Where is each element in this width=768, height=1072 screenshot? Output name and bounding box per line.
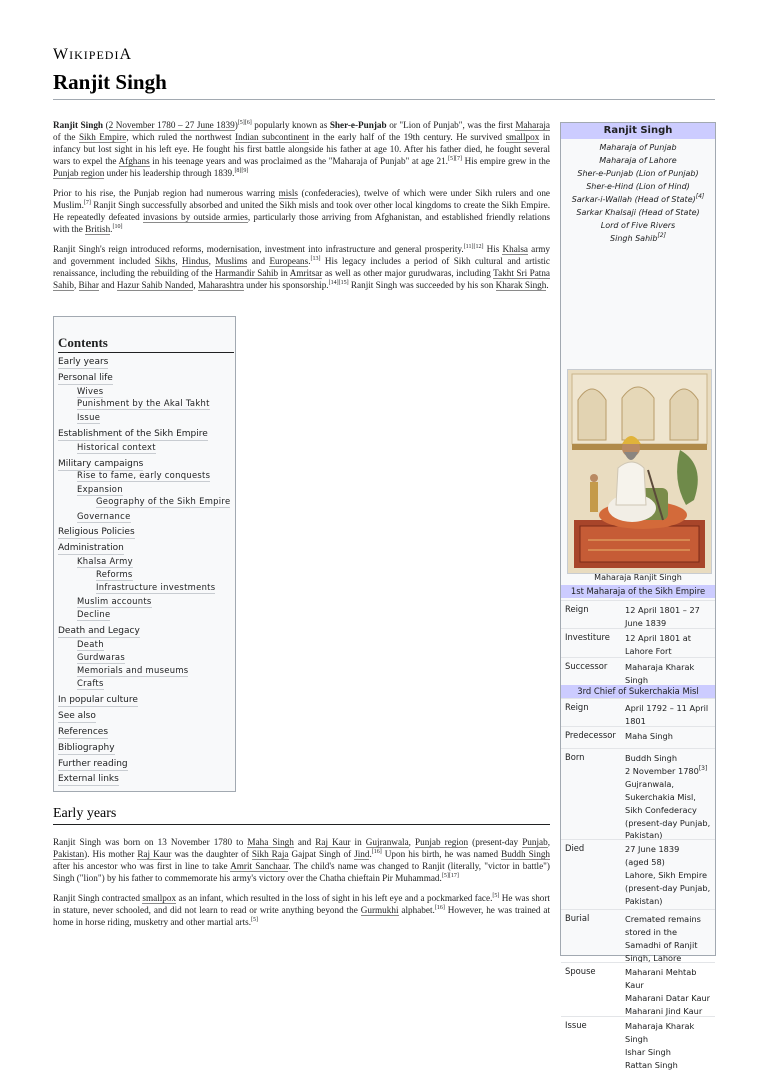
toc-item[interactable]: Personal life — [58, 373, 113, 383]
infobox-value-line: 2 November 1780[3] — [625, 764, 708, 776]
inline-link[interactable]: Maharaja — [515, 120, 550, 130]
citation[interactable]: [16] — [434, 905, 445, 911]
toc-item[interactable]: Early years — [58, 357, 109, 367]
toc-item[interactable]: Governance — [77, 511, 131, 521]
infobox-row-value — [625, 632, 713, 658]
infobox-row-label: Born — [565, 752, 585, 762]
infobox-value-line: Singh, Lahore — [625, 952, 682, 963]
toc-item[interactable]: Khalsa Army — [77, 556, 133, 566]
inline-link[interactable]: smallpox — [505, 132, 540, 142]
infobox-name-item: Sarkar-i-Wallah (Head of State)[4] — [571, 193, 705, 204]
toc-item[interactable]: Gurdwaras — [77, 652, 126, 662]
inline-link[interactable]: Kharak Singh — [495, 280, 547, 290]
table-of-contents — [53, 316, 236, 792]
inline-link[interactable]: Amrit Sanchaar — [230, 861, 289, 871]
toc-item[interactable]: Historical context — [77, 442, 156, 452]
infobox-row-value — [625, 730, 713, 743]
citation[interactable]: [5] — [492, 893, 500, 899]
infobox-value-line: Singh — [625, 674, 649, 685]
inline-link[interactable]: Maharashtra — [197, 280, 244, 290]
infobox-row-investiture — [561, 628, 715, 656]
infobox-name-item: Maharaja of Lahore — [599, 156, 677, 165]
inline-link[interactable]: Buddh Singh — [501, 849, 551, 859]
infobox-value-line: (aged 58) — [625, 856, 665, 867]
toc-item[interactable]: See also — [58, 711, 96, 721]
toc-item[interactable]: Death and Legacy — [58, 626, 140, 636]
citation[interactable]: [5][17] — [441, 873, 459, 879]
infobox-row-reign — [561, 600, 715, 628]
infobox-value-line: Lahore Fort — [625, 645, 672, 656]
wikipedia-wordmark[interactable] — [53, 46, 132, 64]
infobox-value-line: Buddh Singh — [625, 753, 678, 763]
citation[interactable]: [13] — [310, 256, 321, 262]
toc-item[interactable]: Wives — [77, 386, 104, 396]
infobox-value-line: April 1792 – 11 April — [625, 703, 709, 713]
citation[interactable]: [5] — [251, 917, 258, 923]
toc-item[interactable]: Reforms — [96, 569, 133, 579]
infobox-value-line: Lahore, Sikh Empire — [625, 869, 708, 880]
infobox-value-line: Maharani Datar Kaur — [625, 992, 711, 1003]
infobox-value-line: Ishar Singh — [625, 1046, 671, 1057]
inline-link[interactable]: British — [85, 224, 111, 234]
infobox-row-label: Predecessor — [565, 730, 616, 740]
citation[interactable]: [16] — [371, 849, 382, 855]
infobox-row-value — [625, 1020, 713, 1072]
inline-link[interactable]: Gurmukhi — [360, 905, 399, 915]
infobox-value-line: Sukerchakia Misl, — [625, 791, 696, 802]
citation[interactable]: [14][15] — [328, 280, 349, 286]
citation[interactable]: [7] — [83, 200, 91, 206]
toc-item[interactable]: References — [58, 727, 109, 737]
intro-paragraph-2: Prior to his rise, the Punjab region had numerous warring misls (confederacies), twelve of which were under Sikh rulers and one Muslim.[7] Ranjit Singh successfully absorbed and united the Sikh misls and took over other local kingdoms to create the Sikh Empire. He repeatedly defeated invasions by outside armies, particularly those arriving from Afghanistan, and established friendly relations with the British.[10] — [53, 188, 551, 234]
inline-link[interactable]: 2 November 1780 – 27 June 1839 — [108, 120, 235, 130]
infobox-row-spouse — [561, 962, 715, 1016]
inline-link[interactable]: Punjab region — [53, 168, 105, 178]
infobox-value-line: Pakistan) — [625, 895, 663, 906]
portrait-caption: Maharaja Ranjit Singh — [594, 573, 682, 582]
infobox-row-value — [625, 702, 713, 728]
inline-link[interactable]: Hindus — [182, 256, 209, 266]
toc-item[interactable]: In popular culture — [58, 695, 138, 705]
toc-item[interactable]: Infrastructure investments — [96, 582, 216, 592]
infobox-value-line: Maha Singh — [625, 731, 673, 741]
inline-link[interactable]: Khalsa — [502, 244, 528, 254]
infobox-value-line: Singh — [625, 1033, 649, 1044]
intro-paragraph-3: Ranjit Singh's reign introduced reforms, modernisation, investment into infrastructure and general prosperity.[11][12] His Khalsa army and government included Sikhs, Hindus, Muslims and Europeans.[13] His legacy includes a period of Sikh cultural and artistic renaissance, including the rebuilding of the Harmandir Sahib in Amritsar as well as other major gurudwaras, including Takht Sri Patna Sahib, Bihar and Hazur Sahib Nanded, Maharashtra under his sponsorship.[14][15] Ranjit Singh was succeeded by his son Kharak Singh. — [53, 244, 550, 290]
infobox-row-value — [625, 913, 713, 965]
title-divider — [53, 99, 715, 100]
inline-link[interactable]: Sikh Raja — [251, 849, 289, 859]
inline-link[interactable]: Sikhs — [154, 256, 176, 266]
infobox-row-label: Died — [565, 843, 585, 853]
portrait-image[interactable] — [567, 369, 712, 574]
page-title: Ranjit Singh — [53, 70, 167, 94]
section-heading-early-years: Early years — [53, 806, 117, 821]
infobox-row-label: Reign — [565, 604, 589, 614]
inline-link[interactable]: Raj Kaur — [137, 849, 172, 859]
infobox-name-item: Sher-e-Hind (Lion of Hind) — [586, 182, 690, 191]
toc-item[interactable]: Memorials and museums — [77, 665, 189, 675]
infobox-row-predecessor — [561, 726, 715, 741]
toc-item[interactable]: Death — [77, 639, 104, 649]
infobox-row-label: Burial — [565, 913, 590, 923]
infobox-value-line: Cremated remains — [625, 914, 701, 924]
citation[interactable]: [11][12] — [463, 244, 484, 250]
toc-title: Contents — [58, 335, 108, 350]
infobox-name-item: Singh Sahib[2] — [610, 232, 666, 243]
inline-link[interactable]: Amritsar — [289, 268, 323, 278]
toc-item[interactable]: Decline — [77, 609, 111, 619]
infobox-band-sikh-empire: 1st Maharaja of the Sikh Empire — [561, 585, 715, 598]
infobox-row-value — [625, 843, 713, 908]
toc-item[interactable]: Establishment of the Sikh Empire — [58, 429, 208, 439]
portrait-painting — [568, 370, 711, 573]
infobox-value-line: June 1839 — [625, 617, 667, 628]
infobox-row-label: Investiture — [565, 632, 610, 642]
inline-link[interactable]: Maha Singh — [247, 837, 294, 847]
citation[interactable]: [4] — [695, 193, 705, 200]
infobox — [560, 122, 716, 1070]
intro-section — [53, 119, 550, 299]
toc-item[interactable]: Bibliography — [58, 743, 115, 753]
infobox-row-value — [625, 604, 713, 630]
inline-link[interactable]: Hazur Sahib Nanded — [116, 280, 194, 290]
citation[interactable]: [2] — [657, 232, 666, 239]
citation[interactable]: [10] — [112, 224, 123, 230]
infobox-row-burial — [561, 909, 715, 963]
inline-link[interactable]: Jind — [354, 849, 370, 859]
infobox-title: Ranjit Singh — [561, 123, 715, 139]
toc-item[interactable]: Expansion — [77, 484, 123, 494]
citation[interactable]: [3] — [698, 764, 708, 772]
toc-item[interactable]: Issue — [77, 412, 101, 422]
inline-link[interactable]: Muslims — [215, 256, 248, 266]
early-years-section — [53, 836, 550, 936]
wordmark-smallcaps: IKIPEDI — [69, 48, 120, 62]
inline-link[interactable]: Sikh Empire — [78, 132, 127, 142]
infobox-row-issue — [561, 1016, 715, 1070]
inline-link[interactable]: Raj Kaur — [315, 837, 351, 847]
inline-link[interactable]: Bihar — [78, 280, 99, 290]
infobox-row-label: Issue — [565, 1020, 587, 1030]
early-years-paragraph-1: Ranjit Singh was born on 13 November 1780 to Maha Singh and Raj Kaur in Gujranwala, Punjab region (present-day Punjab, Pakistan). His mother Raj Kaur was the daughter of Sikh Raja Gajpat Singh of Jind.[16] Upon his birth, he was named Buddh Singh after his ancestor who was first in line to take Amrit Sanchaar. The child's name was changed to Ranjit (literally, "victor in battle") Singh ("lion") by his father to commemorate his army's victory over the Chatha chieftain Pir Muhammad.[5][17] — [53, 837, 551, 883]
infobox-value-line: Maharani Mehtab — [625, 967, 697, 977]
infobox-band-sukerchakia: 3rd Chief of Sukerchakia Misl — [561, 685, 715, 698]
toc-item[interactable]: Muslim accounts — [77, 596, 152, 606]
infobox-row-label: Successor — [565, 661, 608, 671]
citation[interactable]: [5][6] — [237, 120, 252, 126]
inline-link[interactable]: Gujranwala — [365, 837, 409, 847]
infobox-row-label: Reign — [565, 702, 589, 712]
infobox-value-line: Maharani Jind Kaur — [625, 1005, 703, 1016]
toc-item[interactable]: Geography of the Sikh Empire — [96, 496, 231, 506]
infobox-value-line: Maharaja Kharak — [625, 662, 695, 672]
toc-item[interactable]: Crafts — [77, 678, 104, 688]
toc-item[interactable]: Rise to fame, early conquests — [77, 470, 211, 480]
inline-link[interactable]: misls — [278, 188, 298, 198]
inline-link[interactable]: Harmandir Sahib — [214, 268, 279, 278]
inline-link[interactable]: smallpox — [142, 893, 177, 903]
infobox-row-label: Spouse — [565, 966, 596, 976]
infobox-value-line: Rattan Singh — [625, 1059, 678, 1070]
infobox-row-value — [625, 661, 713, 687]
infobox-value-line: 12 April 1801 at — [625, 633, 692, 643]
infobox-row-successor — [561, 657, 715, 685]
infobox-titles-list — [561, 141, 715, 245]
infobox-name-item: Maharaja of Punjab — [599, 143, 677, 152]
citation[interactable]: [5][7] — [447, 156, 462, 162]
toc-item[interactable]: Military campaigns — [58, 459, 144, 469]
infobox-value-line: Gujranwala, — [625, 778, 674, 789]
toc-item[interactable]: Punishment by the Akal Takht — [77, 398, 210, 408]
infobox-name-item: Sarkar Khalsaji (Head of State) — [576, 208, 700, 217]
inline-link[interactable]: Afghans — [118, 156, 150, 166]
bold-term: Ranjit Singh — [53, 120, 104, 130]
infobox-value-line: Pakistan) — [625, 830, 663, 841]
infobox-value-line: stored in the — [625, 926, 678, 937]
toc-item[interactable]: Religious Policies — [58, 527, 135, 537]
inline-link[interactable]: Punjab region — [415, 837, 469, 847]
section-divider — [53, 824, 550, 825]
inline-link[interactable]: Pakistan — [53, 849, 85, 859]
infobox-row-died — [561, 839, 715, 906]
infobox-row-value — [625, 966, 713, 1018]
infobox-value-line: (present-day Punjab, — [625, 817, 711, 828]
infobox-value-line: Kaur — [625, 979, 644, 990]
toc-title-divider — [58, 352, 234, 353]
infobox-value-line: (present-day Punjab, — [625, 882, 711, 893]
inline-link[interactable]: Punjab — [522, 837, 548, 847]
inline-link[interactable]: Takht Sri Patna Sahib — [53, 268, 550, 290]
bold-term: Sher-e-Punjab — [329, 120, 387, 130]
infobox-value-line: 27 June 1839 — [625, 844, 680, 854]
early-years-paragraph-2: Ranjit Singh contracted smallpox as an infant, which resulted in the loss of sight in his left eye and a pockmarked face.[5] He was short in stature, never schooled, and did not learn to read or write anything beyond the Gurmukhi alphabet.[16] However, he was trained at home in horse riding, musketry and other martial arts.[5] — [53, 893, 550, 927]
intro-paragraph-1: Ranjit Singh (2 November 1780 – 27 June 1839)[5][6] popularly known as Sher-e-Punjab or "Lion of Punjab", was the first Maharaja of the Sikh Empire, which ruled the northwest Indian subcontinent in the early half of the 19th century. He survived smallpox in infancy but lost sight in his left eye. He fought his first battle alongside his father at age 10. After his father died, he fought several wars to expel the Afghans in his teenage years and was proclaimed as the "Maharaja of Punjab" at age 21.[5][7] His empire grew in the Punjab region under his leadership through 1839.[8][9] — [53, 120, 550, 178]
inline-link[interactable]: invasions by outside armies — [142, 212, 248, 222]
infobox-name-item: Sher-e-Punjab (Lion of Punjab) — [577, 169, 699, 178]
toc-item[interactable]: Administration — [58, 543, 124, 553]
wordmark-initial: W — [53, 46, 70, 63]
infobox-value-line: Sikh Confederacy — [625, 804, 697, 815]
infobox-row-value — [625, 752, 713, 842]
wordmark-final: A — [119, 46, 132, 63]
infobox-name-item: Lord of Five Rivers — [600, 221, 676, 230]
citation[interactable]: [8][9] — [234, 168, 249, 174]
infobox-value-line: Maharaja Kharak — [625, 1021, 695, 1031]
toc-item[interactable]: External links — [58, 774, 119, 784]
infobox-row-reign-misl — [561, 698, 715, 726]
toc-item[interactable]: Further reading — [58, 759, 128, 769]
infobox-value-line: 1801 — [625, 715, 646, 726]
inline-link[interactable]: Europeans — [269, 256, 309, 266]
infobox-row-born — [561, 748, 715, 841]
inline-link[interactable]: Indian subcontinent — [235, 132, 310, 142]
infobox-value-line: 12 April 1801 – 27 — [625, 605, 700, 615]
infobox-value-line: Samadhi of Ranjit — [625, 939, 698, 950]
